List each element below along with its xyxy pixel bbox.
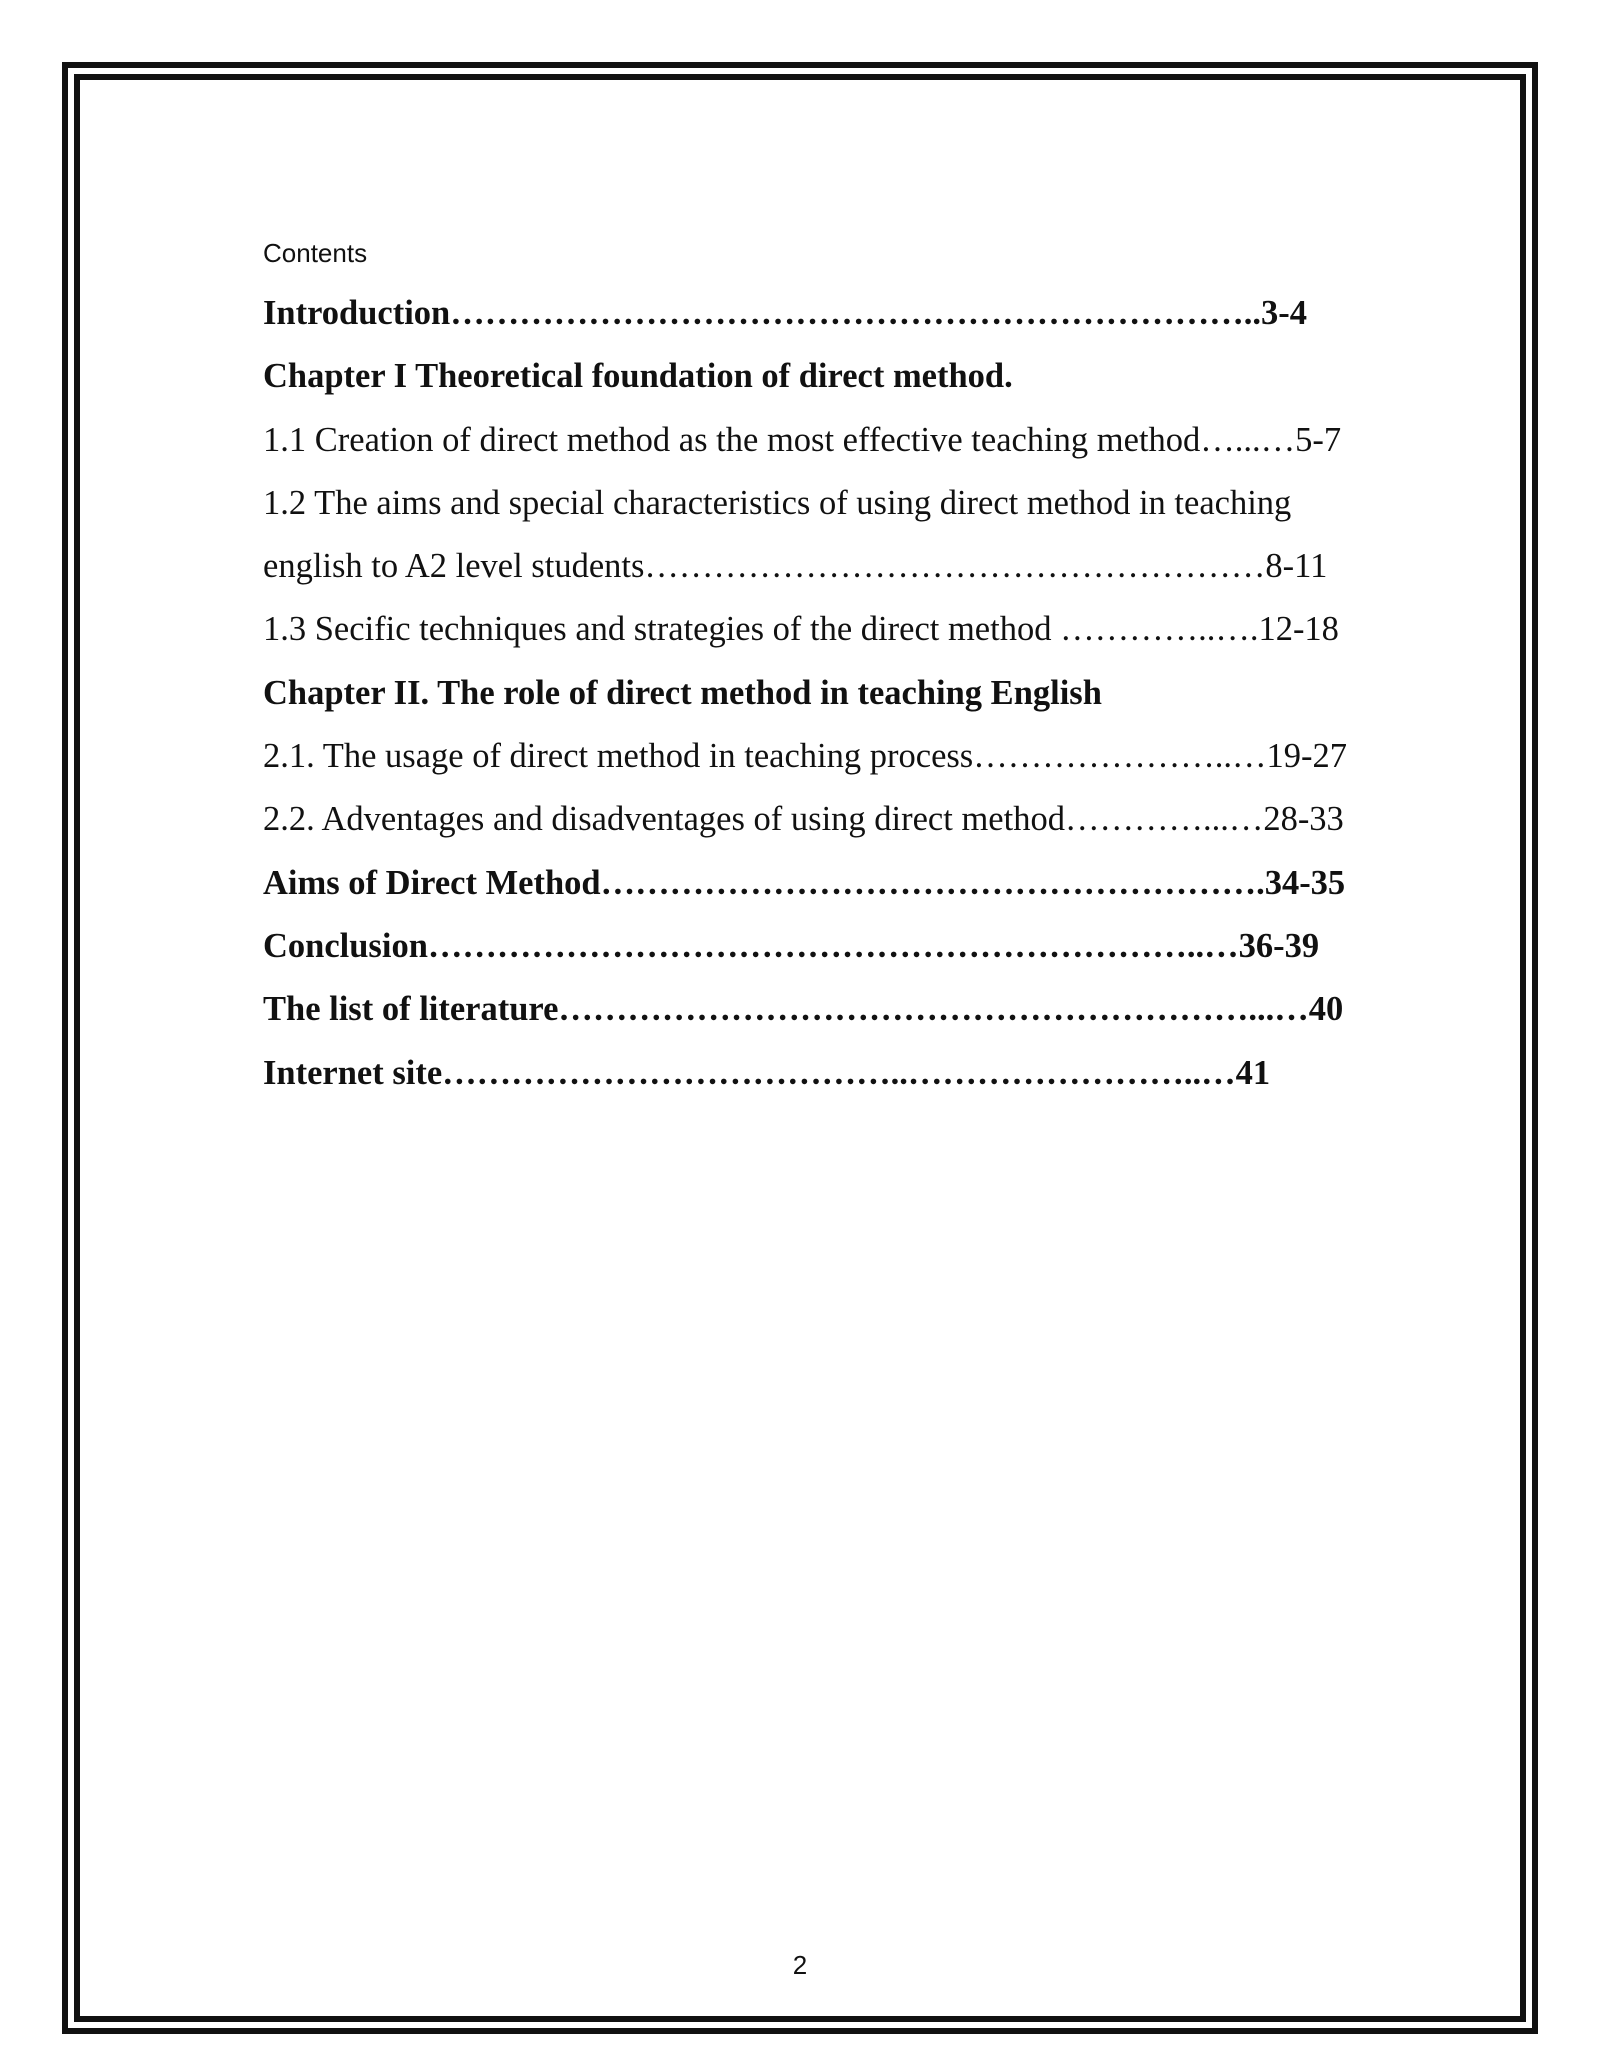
toc-entry-2-1: 2.1. The usage of direct method in teaching process…………………..…19-27 xyxy=(263,737,1347,776)
contents-heading: Contents xyxy=(263,238,368,268)
toc-entry-internet-site: Internet site…………………………………..……………………..…41 xyxy=(263,1053,1271,1092)
toc-entry-2-2: 2.2. Adventages and disadventages of using direct method…………...…28-33 xyxy=(263,800,1344,839)
toc-entry-conclusion: Conclusion…………………………………………………………..…36-39 xyxy=(263,926,1320,965)
toc-entry-introduction: Introduction……………………………………………………………..3-4 xyxy=(263,294,1307,332)
toc-entry-literature: The list of literature……………………………………………………...…40 xyxy=(263,990,1344,1029)
toc-entry-chapter-2: Chapter II. The role of direct method in teaching English xyxy=(263,673,1102,712)
toc-entry-1-3: 1.3 Secific techniques and strategies of the direct method …………..….12-18 xyxy=(263,610,1339,649)
toc-entry-aims: Aims of Direct Method………………………………………………….34-35 xyxy=(263,863,1346,902)
toc-entry-1-2: 1.2 The aims and special characteristics of using direct method in teaching xyxy=(263,483,1292,522)
page-number: 2 xyxy=(792,1950,808,1980)
table-of-contents xyxy=(263,282,1413,1105)
toc-entry-1-1: 1.1 Creation of direct method as the most effective teaching method…...…5-7 xyxy=(263,420,1342,459)
toc-entry-chapter-1: Chapter I Theoretical foundation of direct method. xyxy=(263,357,1013,396)
toc-entry-1-2-continued: english to A2 level students………………………………………………8-11 xyxy=(263,547,1328,586)
